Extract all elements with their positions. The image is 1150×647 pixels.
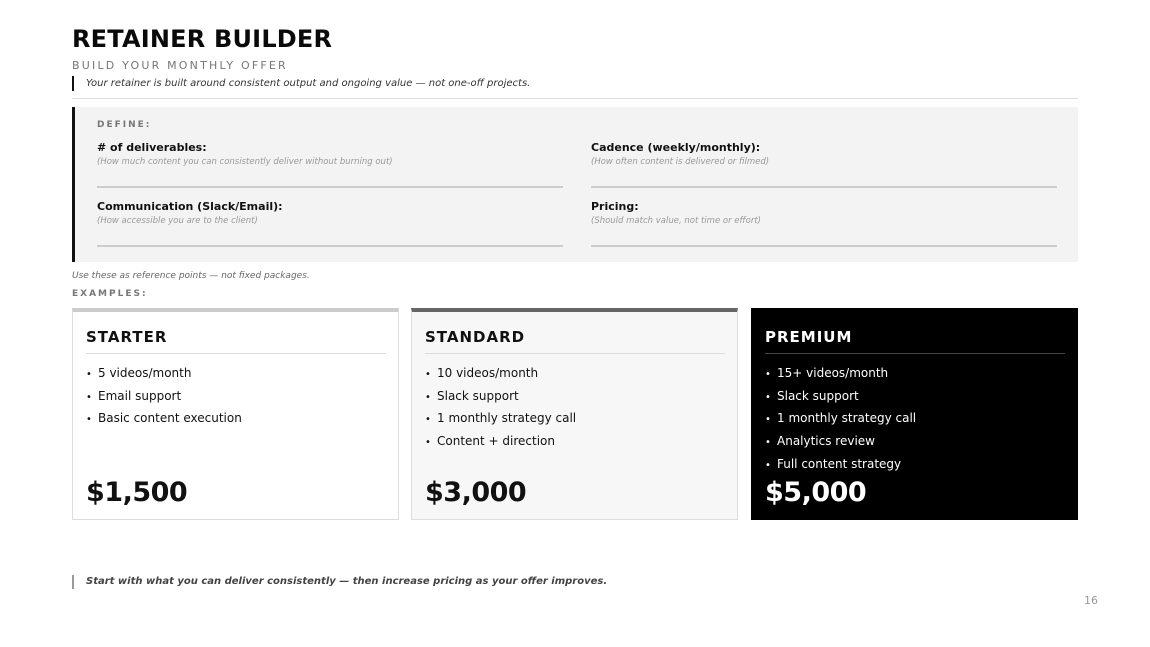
feature-text: 1 monthly strategy call: [437, 411, 577, 426]
bullet-icon: •: [425, 369, 431, 380]
feature-text: Email support: [98, 388, 182, 403]
feature-text: 1 monthly strategy call: [777, 411, 917, 426]
intro-callout: Your retainer is built around consistent output and ongoing value — not one-off projects.: [72, 76, 530, 91]
define-heading: DEFINE:: [97, 120, 152, 130]
deliverables-field: [97, 141, 563, 167]
feature-text: Basic content execution: [98, 411, 242, 426]
bullet-icon: •: [86, 414, 92, 426]
list-item: [765, 363, 916, 386]
feature-text: Slack support: [777, 388, 859, 403]
tier-divider: [425, 353, 725, 354]
tier-divider: [86, 353, 386, 354]
bullet-icon: •: [765, 459, 771, 471]
bullet-icon: •: [765, 391, 771, 403]
list-item: [425, 386, 576, 409]
page-subtitle: BUILD YOUR MONTHLY OFFER: [72, 59, 288, 72]
feature-text: Full content strategy: [777, 456, 902, 471]
tier-card-standard: [411, 308, 738, 520]
communication-label: Communication (Slack/Email):: [97, 200, 283, 213]
list-item: [765, 408, 916, 431]
bullet-icon: •: [765, 414, 771, 426]
bullet-icon: •: [425, 437, 431, 449]
tier-divider: [765, 353, 1065, 354]
bullet-icon: •: [86, 369, 92, 380]
examples-heading: EXAMPLES:: [72, 289, 148, 299]
tier-name: STANDARD: [425, 328, 526, 346]
cadence-field: [591, 141, 1057, 167]
tier-price: $5,000: [765, 477, 867, 508]
deliverables-hint: (How much content you can consistently deliver without burning out): [97, 157, 393, 167]
tier-card-starter: [72, 308, 399, 520]
list-item: [425, 431, 576, 454]
list-item: [86, 408, 242, 431]
tier-card-premium: [751, 308, 1078, 520]
list-item: [86, 386, 242, 409]
list-item: [765, 431, 916, 454]
tier-price: $3,000: [425, 477, 527, 508]
list-item: [765, 454, 916, 477]
page-title: RETAINER BUILDER: [72, 25, 333, 53]
list-item: [86, 363, 242, 386]
tier-feature-list: [765, 363, 916, 477]
feature-text: 10 videos/month: [437, 366, 539, 380]
feature-text: Slack support: [437, 388, 519, 403]
deliverables-input-line[interactable]: [97, 186, 563, 188]
bullet-icon: •: [765, 369, 771, 380]
bullet-icon: •: [86, 391, 92, 403]
bullet-icon: •: [425, 414, 431, 426]
bullet-icon: •: [765, 437, 771, 449]
cadence-hint: (How often content is delivered or filmed): [591, 157, 770, 167]
communication-hint: (How accessible you are to the client): [97, 216, 258, 226]
feature-text: Content + direction: [437, 434, 555, 449]
pricing-hint: (Should match value, not time or effort): [591, 216, 761, 226]
cadence-label: Cadence (weekly/monthly):: [591, 141, 761, 154]
feature-text: 5 videos/month: [98, 366, 192, 380]
pricing-input-line[interactable]: [591, 245, 1057, 247]
tier-feature-list: [86, 363, 242, 431]
page-number: 16: [1084, 594, 1098, 607]
header-divider: [72, 98, 1078, 99]
pricing-field: [591, 200, 1057, 226]
cadence-input-line[interactable]: [591, 186, 1057, 188]
feature-text: 15+ videos/month: [777, 366, 889, 380]
tier-name: PREMIUM: [765, 328, 853, 346]
define-panel: [72, 107, 1078, 262]
reference-note: Use these as reference points — not fixed packages.: [72, 271, 310, 281]
tier-feature-list: [425, 363, 576, 454]
pricing-label: Pricing:: [591, 200, 639, 213]
list-item: [425, 408, 576, 431]
list-item: [425, 363, 576, 386]
tier-name: STARTER: [86, 328, 168, 346]
communication-input-line[interactable]: [97, 245, 563, 247]
bullet-icon: •: [425, 391, 431, 403]
feature-text: Analytics review: [777, 434, 875, 449]
communication-field: [97, 200, 563, 226]
tier-price: $1,500: [86, 477, 188, 508]
list-item: [765, 386, 916, 409]
deliverables-label: # of deliverables:: [97, 141, 207, 154]
footer-callout: Start with what you can deliver consistently — then increase pricing as your offer improves.: [72, 575, 607, 589]
